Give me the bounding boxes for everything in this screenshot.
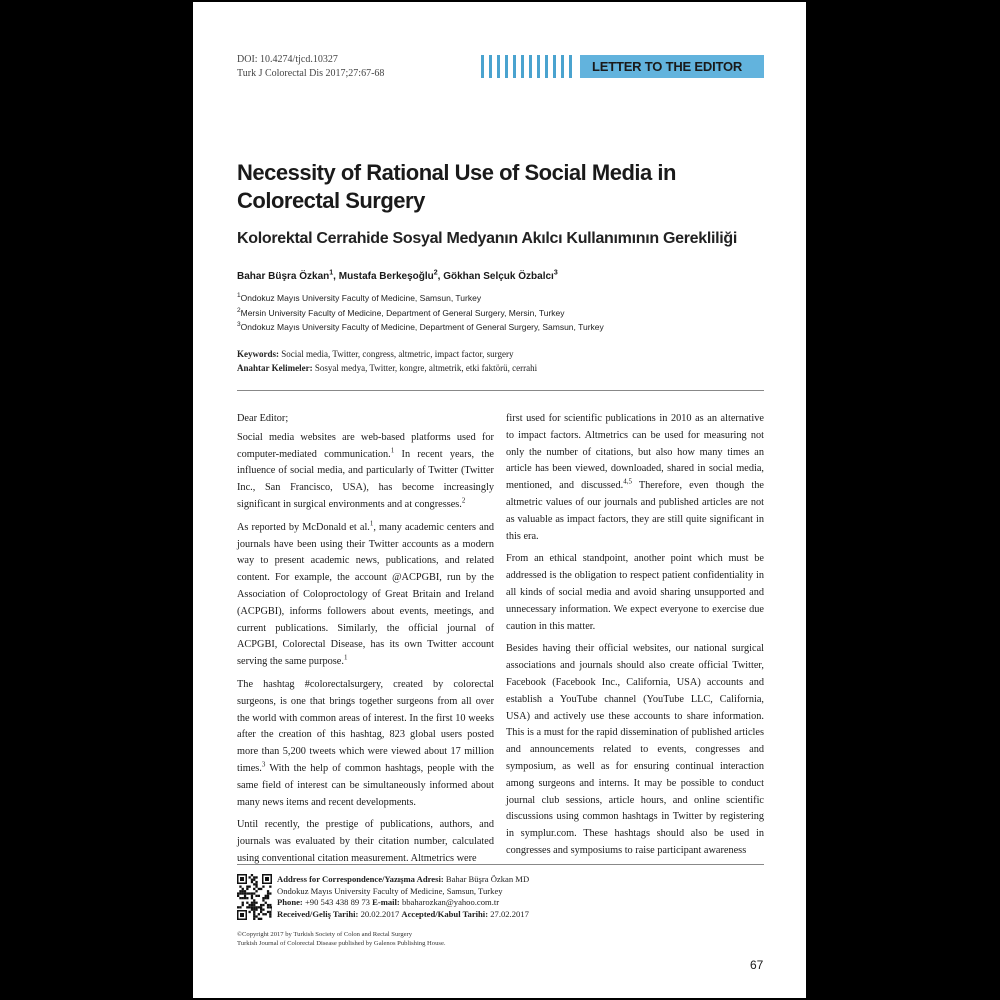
citation-reference: 2 [461, 496, 466, 505]
qr-module [267, 897, 269, 899]
qr-module [253, 876, 255, 878]
qr-module [267, 892, 269, 894]
qr-module [239, 892, 241, 894]
paragraph-text: Until recently, the prestige of publications, authors, and journals was evaluated by their citation number, calculated using conventional citation measurement. Altmetrics were [237, 819, 494, 864]
qr-module [251, 879, 253, 881]
keywords-block [237, 347, 537, 375]
qr-module [255, 881, 257, 883]
qr-module [253, 918, 255, 920]
article-title: Necessity of Rational Use of Social Media in Colorectal Surgery [237, 160, 676, 213]
citation-reference: 1 [369, 519, 374, 528]
qr-module [246, 902, 248, 904]
qr-module [269, 915, 271, 917]
author-separator: , [437, 271, 444, 282]
qr-module [260, 904, 262, 906]
qr-code-icon [237, 874, 272, 920]
qr-module [269, 892, 271, 894]
author-name: Mustafa Berkeşoğlu [338, 271, 434, 282]
qr-module [255, 915, 257, 917]
affiliation-number: 2 [237, 306, 241, 314]
qr-module [246, 892, 248, 894]
qr-module [237, 895, 239, 897]
phone-label: Phone: [277, 897, 303, 908]
qr-module [253, 902, 255, 904]
qr-module [251, 895, 253, 897]
header-stripe [521, 55, 524, 78]
qr-module [251, 892, 253, 894]
qr-module [242, 888, 244, 890]
body-paragraph [506, 551, 764, 635]
qr-module [267, 906, 269, 908]
qr-module [269, 906, 271, 908]
keywords-text-turkish: Sosyal medya, Twitter, kongre, altmetrik, etki faktörü, cerrahi [314, 363, 538, 373]
header-stripe [513, 55, 516, 78]
qr-module [267, 895, 269, 897]
header-stripe [537, 55, 540, 78]
qr-module [253, 913, 255, 915]
received-date: 20.02.2017 [360, 908, 400, 919]
qr-module [249, 906, 251, 908]
author-affiliation-marker: 1 [329, 269, 334, 277]
qr-module [255, 876, 257, 878]
citation-reference: 1 [390, 446, 395, 455]
qr-module [244, 890, 246, 892]
qr-module [251, 897, 253, 899]
greeting: Dear Editor; [237, 413, 289, 424]
body-paragraph [237, 677, 494, 811]
qr-module [240, 877, 244, 881]
qr-module [258, 895, 260, 897]
doi[interactable]: DOI: 10.4274/tjcd.10327 [237, 54, 338, 65]
body-column-left [237, 411, 494, 874]
qr-module [251, 902, 253, 904]
qr-module [249, 892, 251, 894]
qr-module [239, 890, 241, 892]
header-stripe [569, 55, 572, 78]
qr-module [251, 906, 253, 908]
copyright-line: ©Copyright 2017 by Turkish Society of Colon and Rectal Surgery [237, 931, 413, 938]
qr-module [262, 899, 264, 901]
qr-module [244, 892, 246, 894]
qr-module [260, 909, 262, 911]
qr-module [246, 888, 248, 890]
article-subtitle-turkish: Kolorektal Cerrahide Sosyal Medyanın Akılcı Kullanımının Gerekliliği [237, 230, 738, 247]
email-value[interactable]: bbaharozkan@yahoo.com.tr [401, 897, 500, 908]
qr-module [242, 897, 244, 899]
qr-module [260, 918, 262, 920]
email-label: E-mail: [372, 897, 400, 908]
qr-module [239, 906, 241, 908]
paragraph-text: , many academic centers and journals have been using their Twitter accounts as a modern way to present academic news, publications, and related content. For example, the account @ACPGBI, run by the Association of Coloproctology of Great Britain and Ireland (ACPGBI), informs followers about events, meetings, and current publications. Similarly, the official journal of ACPGBI, Colorectal Disease, has its own Twitter account serving the same purpose. [237, 521, 495, 668]
publisher-line: Turkish Journal of Colorectal Disease published by Galenos Publishing House. [237, 940, 446, 947]
qr-module [258, 888, 260, 890]
qr-module [255, 886, 257, 888]
qr-module [255, 906, 257, 908]
qr-module [253, 911, 255, 913]
qr-module [253, 906, 255, 908]
qr-module [267, 904, 269, 906]
keywords-label: Keywords: [237, 349, 279, 359]
qr-module [265, 913, 267, 915]
qr-module [242, 890, 244, 892]
affiliation [237, 320, 604, 335]
qr-module [269, 886, 271, 888]
author-list [237, 270, 558, 284]
qr-module [258, 918, 260, 920]
section-banner: LETTER TO THE EDITOR [580, 55, 764, 78]
doi-block [237, 53, 384, 81]
qr-module [242, 904, 244, 906]
qr-module [255, 883, 257, 885]
address-line: Ondokuz Mayıs University Faculty of Medicine, Samsun, Turkey [277, 885, 503, 896]
header-stripes [481, 55, 576, 78]
qr-module [249, 904, 251, 906]
qr-module [262, 913, 264, 915]
paragraph-text: Therefore, even though the altmetric values of our journals and published articles are not as valuable as impact factors, they are still quite significant in this era. [506, 480, 764, 542]
keywords-label-turkish: Anahtar Kelimeler: [237, 363, 313, 373]
header-stripe [497, 55, 500, 78]
qr-module [265, 897, 267, 899]
qr-module [258, 913, 260, 915]
citation-reference: 3 [261, 760, 266, 769]
qr-module [251, 881, 253, 883]
qr-module [253, 888, 255, 890]
qr-module [251, 904, 253, 906]
address-label: Address for Correspondence/Yazışma Adresi: [277, 874, 444, 884]
paragraph-text: first used for scientific publications in 2010 as an alternative to impact factors. Altmetrics can be used for measuring not only the number of citations, but also how many times an article has been viewed, downloaded, shared in social media, mentioned, and discussed. [506, 413, 764, 492]
qr-module [260, 911, 262, 913]
header-stripe [481, 55, 484, 78]
author-separator: , [333, 271, 339, 282]
affiliation [237, 291, 604, 306]
qr-module [255, 902, 257, 904]
body-paragraph [237, 430, 494, 514]
body-paragraph [237, 817, 494, 867]
author-affiliation-marker: 2 [433, 269, 438, 277]
author-name: Bahar Büşra Özkan [237, 271, 330, 282]
qr-module [262, 886, 264, 888]
qr-module [262, 904, 264, 906]
qr-module [267, 911, 269, 913]
header-stripe [553, 55, 556, 78]
qr-module [244, 897, 246, 899]
affiliation-text: Ondokuz Mayıs University Faculty of Medicine, Department of General Surgery, Samsun, Turkey [240, 322, 604, 332]
qr-module [253, 879, 255, 881]
qr-module [244, 895, 246, 897]
qr-module [251, 874, 253, 876]
qr-module [246, 906, 248, 908]
paragraph-text: Social media websites are web-based platforms used for computer-mediated communication. [237, 431, 494, 460]
qr-module [242, 892, 244, 894]
header-stripe [545, 55, 548, 78]
qr-module [272, 906, 273, 908]
header-stripe [529, 55, 532, 78]
qr-module [249, 876, 251, 878]
qr-module [237, 892, 239, 894]
qr-module [269, 913, 271, 915]
citation-reference: 4,5 [623, 477, 632, 486]
phone-value: +90 543 438 89 73 [304, 897, 370, 908]
qr-module [246, 886, 248, 888]
qr-module [258, 906, 260, 908]
qr-module [240, 913, 244, 917]
qr-module [265, 877, 269, 881]
header-stripe [489, 55, 492, 78]
paragraph-text: Besides having their official websites, our national surgical associations and journals should also create official Twitter, Facebook (Facebook Inc., California, USA) accounts and establish a YouTube channel (YouTube LLC, California, USA) and actively use these accounts to share information. This is a must for the rapid dissemination of published articles and announcements related to events, congresses and symposium, as well as for ensuring continual interaction among surgeons and interns. It may be possible to conduct journal club sessions, article hours, and online scientific discussions using common hashtags in Twitter by registering in symplur.com. These hashtags should also be used in congresses and symposiums to raise participant awareness [506, 643, 764, 856]
correspondence-block [277, 874, 529, 920]
qr-module [260, 888, 262, 890]
qr-module [253, 899, 255, 901]
qr-module [251, 909, 253, 911]
paragraph-text: As reported by McDonald et al. [237, 521, 370, 533]
affiliation-list [237, 291, 604, 335]
qr-module [272, 909, 273, 911]
qr-module [253, 915, 255, 917]
paragraph-text: The hashtag #colorectalsurgery, created by colorectal surgeons, is one that brings together surgeons from all over the world with common areas of interest. In the first 10 weeks after the creation of this hashtag, 823 global users posted more than 5,200 tweets which were viewed about 17 million times. [237, 678, 494, 774]
affiliation-text: Ondokuz Mayıs University Faculty of Medicine, Samsun, Turkey [240, 293, 482, 303]
body-paragraph [506, 411, 764, 545]
qr-module [255, 909, 257, 911]
affiliation-number: 1 [237, 292, 241, 300]
qr-module [253, 909, 255, 911]
author-affiliation-marker: 3 [553, 269, 558, 277]
copyright-block [237, 930, 446, 948]
qr-module [239, 886, 241, 888]
divider [237, 864, 764, 865]
accepted-date: 27.02.2017 [490, 908, 529, 919]
page-number: 67 [750, 958, 764, 972]
qr-module [249, 886, 251, 888]
qr-module [255, 895, 257, 897]
header-stripe [561, 55, 564, 78]
body-paragraph [237, 520, 494, 671]
paragraph-text: With the help of common hashtags, people with the same field of interest can be simultaneously informed about many news items and recent developments. [237, 762, 494, 808]
qr-module [253, 904, 255, 906]
qr-module [262, 909, 264, 911]
author-name: Gökhan Selçuk Özbalcı [443, 271, 554, 282]
paragraph-text: In recent years, the influence of social media, and particularly of Twitter (Twitter Inc., San Francisco, USA), has become increasingly significant in surgical environments and at congresses. [237, 448, 494, 510]
qr-module [249, 911, 251, 913]
qr-module [262, 897, 264, 899]
qr-module [265, 902, 267, 904]
journal-page [193, 2, 806, 998]
qr-module [260, 906, 262, 908]
qr-module [269, 904, 271, 906]
qr-module [237, 906, 239, 908]
qr-module [255, 890, 257, 892]
affiliation-number: 3 [237, 321, 241, 329]
divider [237, 390, 764, 391]
qr-module [246, 897, 248, 899]
qr-module [242, 902, 244, 904]
qr-module [269, 911, 271, 913]
keywords-text: Social media, Twitter, congress, altmetric, impact factor, surgery [281, 349, 514, 359]
paragraph-text: From an ethical standpoint, another point which must be addressed is the obligation to respect patient confidentiality in all kinds of social media and avoid sharing unsupported and unnecessary information. We expect everyone to exercise due caution in this matter. [506, 553, 764, 632]
header-stripe [505, 55, 508, 78]
citation-reference: 1 [343, 653, 348, 662]
qr-module [265, 895, 267, 897]
affiliation [237, 306, 604, 321]
accepted-label: Accepted/Kabul Tarihi: [401, 908, 489, 919]
body-column-right [506, 411, 764, 866]
qr-module [253, 892, 255, 894]
qr-module [267, 890, 269, 892]
qr-module [239, 897, 241, 899]
qr-module [253, 883, 255, 885]
received-label: Received/Geliş Tarihi: [277, 908, 359, 919]
body-paragraph [506, 641, 764, 859]
affiliation-text: Mersin University Faculty of Medicine, Department of General Surgery, Mersin, Turkey [240, 307, 565, 318]
address-name: Bahar Büşra Özkan MD [445, 874, 530, 884]
journal-reference: Turk J Colorectal Dis 2017;27:67-68 [237, 68, 385, 79]
